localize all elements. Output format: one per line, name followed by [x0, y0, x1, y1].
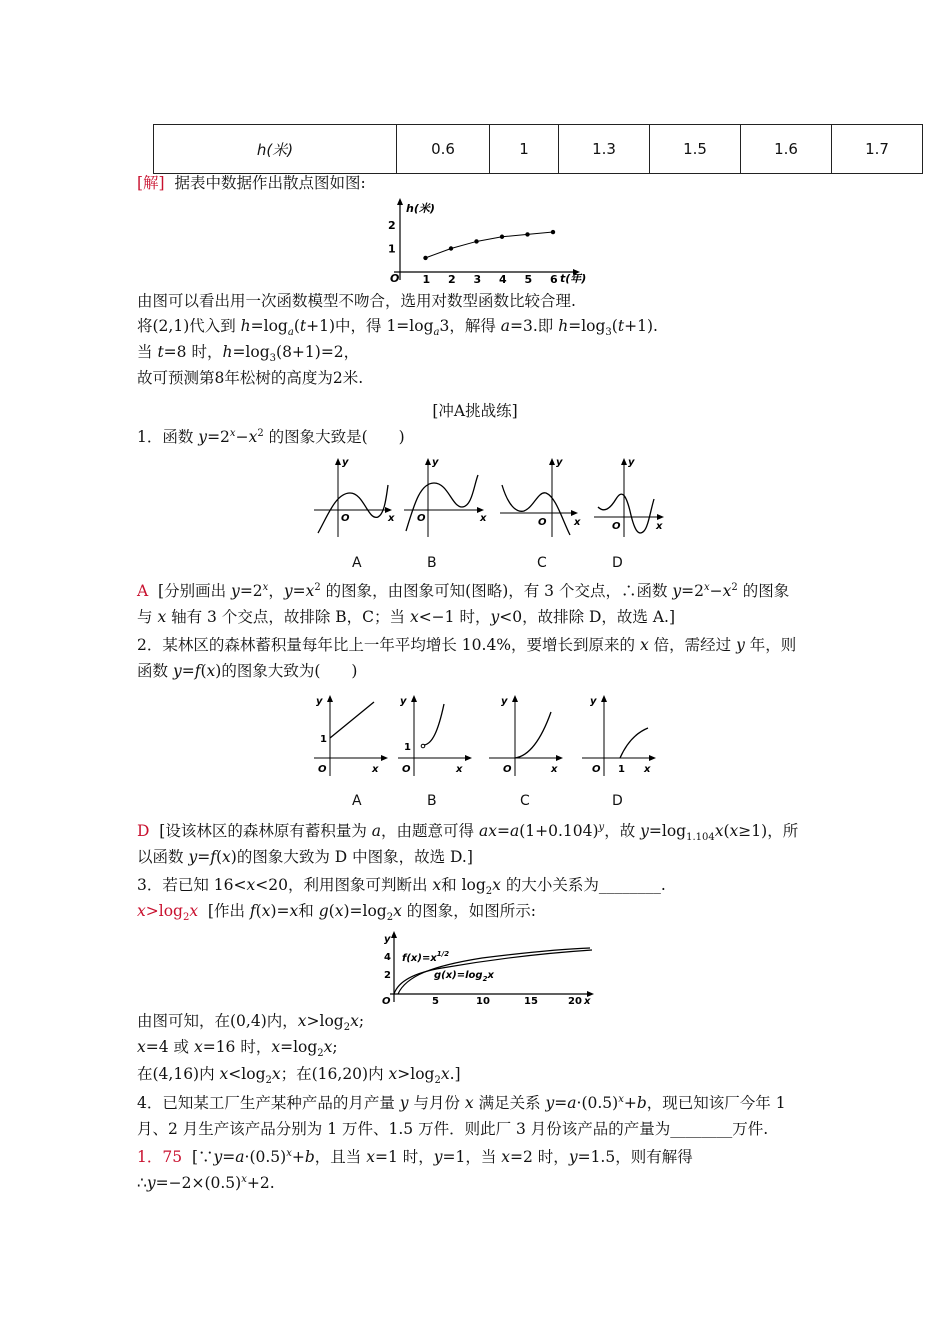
svg-text:x: x	[456, 764, 463, 775]
svg-text:y: y	[556, 457, 563, 468]
q1-graph-d	[590, 455, 670, 540]
q3-line-3: 在(4,16)内 $x<\log_2x$；在(16,20)内 $x>\log_2x$.]	[137, 1065, 461, 1087]
q1-option-b: B	[427, 555, 437, 571]
analysis-4: 故可预测第8年松树的高度为2米.	[137, 369, 364, 387]
svg-text:y: y	[501, 696, 508, 707]
q3-graph	[372, 928, 602, 1004]
intro-text: 据表中数据作出散点图如图:	[174, 174, 366, 192]
y-tick-label: 1	[388, 242, 396, 256]
svg-text:y: y	[400, 696, 407, 707]
g-label: $g(x)=\log_2x$	[434, 970, 494, 983]
trend-line	[426, 232, 554, 258]
q1-explain-2: 与 x 轴有 3 个交点，故排除 B，C；当 x<−1 时，y<0，故排除 D，故选 A.]	[137, 608, 676, 626]
q1-stem: 1．函数 $y=2^x-x^2$ 的图象大致是( )	[137, 427, 405, 446]
q1-option-d: D	[612, 555, 623, 571]
q2-stem-1: 2．某林区的森林蓄积量每年比上一年平均增长 10.4%，要增长到原来的 x 倍，需经过 y 年，则	[137, 636, 797, 654]
x-tick-label: 1	[422, 273, 431, 286]
svg-text:y: y	[316, 696, 323, 707]
q3-line-1: 由图可知，在(0,4)内，$x>\log_2x$;	[137, 1012, 365, 1034]
data-point	[474, 239, 478, 243]
svg-text:O: O	[417, 513, 426, 524]
data-point	[525, 232, 529, 236]
q2-stem-2: 函数 y=f(x)的图象大致为( )	[137, 662, 358, 680]
table-row	[154, 125, 923, 174]
q4-stem-2: 月、2 月生产该产品分别为 1 万件、1.5 万件．则此厂 3 月份该产品的产量为________万件.	[137, 1120, 769, 1138]
y-tick: 2	[384, 970, 391, 981]
x-tick: 10	[476, 996, 490, 1004]
svg-text:y: y	[342, 457, 349, 468]
analysis-3: 当 t=8 时，$h=\log_3(8+1)=2$，	[137, 343, 360, 365]
q1-answer: A	[137, 582, 149, 600]
q1-explain-1: A [分别画出 $y=2^x$，$y=x^2$ 的图象，由图象可知(图略)，有 3 个交点，∴函数 $y=2^x-x^2$ 的图象	[137, 581, 790, 600]
q1-option-a: A	[352, 555, 362, 571]
q4-explain-1: 1．75 [$\because y=a\cdot(0.5)^x+b$，且当 x=1 时，y=1，当 x=2 时，y=1.5，则有解得	[137, 1147, 693, 1166]
table-cell: 1.6	[741, 125, 832, 174]
svg-text:O: O	[341, 513, 350, 524]
table-header: h(米)	[256, 140, 294, 159]
q4-stem-1: 4．已知某工厂生产某种产品的月产量 y 与月份 x 满足关系 $y=a\cdot(0.5)^x+b$，现已知该厂今年 1	[137, 1093, 786, 1112]
svg-text:x: x	[656, 521, 663, 532]
x-tick-label: 4	[499, 273, 507, 286]
table-cell: 1.7	[832, 125, 923, 174]
table-header-cell	[154, 125, 397, 174]
svg-text:O: O	[592, 764, 601, 775]
svg-text:x: x	[480, 513, 487, 524]
y-tick: 4	[384, 952, 391, 963]
origin-label: O	[382, 996, 391, 1004]
svg-text:y: y	[384, 934, 391, 945]
svg-text:x: x	[644, 764, 651, 775]
data-point	[500, 235, 504, 239]
q1-graph-a	[308, 455, 398, 540]
y-axis-label: h(米)	[406, 202, 435, 215]
svg-text:y: y	[590, 696, 597, 707]
svg-text:O: O	[503, 764, 512, 775]
q1-graph-c	[496, 455, 586, 540]
scatter-chart	[380, 196, 590, 286]
solution-intro	[137, 172, 366, 194]
data-table	[153, 124, 923, 174]
section-title: [冲A挑战练]	[432, 402, 518, 420]
x-tick: 15	[524, 996, 538, 1004]
q4-answer: 1．75	[137, 1148, 183, 1166]
svg-text:1: 1	[320, 734, 327, 745]
svg-text:x: x	[551, 764, 558, 775]
q2-graph-d	[578, 690, 668, 780]
y-arrow	[397, 198, 403, 205]
analysis-2: 将(2,1)代入到 $h=\log_a(t+1)$中，得 $1=\log_a3$，解得 a=3.即 $h=\log_3(t+1)$.	[137, 317, 658, 339]
q2-option-a: A	[352, 793, 362, 809]
f-label: $f(x)=x^{1/2}$	[402, 950, 450, 964]
x-tick-label: 5	[524, 273, 533, 286]
q2-explain-2: 以函数 y=f(x)的图象大致为 D 中图象，故选 D.]	[137, 848, 473, 866]
q3-answer: $x>\log_2x$	[137, 902, 199, 924]
table-cell: 1	[490, 125, 559, 174]
table-cell: 1.5	[650, 125, 741, 174]
svg-text:y: y	[432, 457, 439, 468]
svg-text:O: O	[318, 764, 327, 775]
table-cell: 0.6	[397, 125, 490, 174]
q2-option-c: C	[520, 793, 530, 809]
q2-option-d: D	[612, 793, 623, 809]
x-tick-label: 2	[448, 273, 456, 286]
y-tick-label: 2	[388, 219, 396, 232]
analysis-1: 由图可以看出用一次函数模型不吻合，选用对数型函数比较合理.	[137, 292, 576, 310]
svg-text:O: O	[612, 521, 621, 532]
q3-line-2: x=4 或 x=16 时，$x=\log_2x$;	[137, 1038, 338, 1060]
q2-option-b: B	[427, 793, 437, 809]
q3-explain-head: $x>\log_2x$ [作出 f(x)=x和 $g(x)=\log_2x$ 的图象，如图所示:	[137, 902, 536, 924]
x-tick-label: 6	[550, 273, 558, 286]
x-tick-label: 3	[473, 273, 482, 286]
svg-text:x: x	[574, 517, 581, 528]
svg-text:x: x	[388, 513, 395, 524]
q3-stem: 3．若已知 16<x<20，利用图象可判断出 x和 $\log_2x$ 的大小关系为________.	[137, 876, 666, 898]
data-point	[423, 256, 427, 260]
q2-graph-c	[485, 690, 575, 780]
origin-label: O	[390, 272, 400, 285]
table-cell: 1.3	[559, 125, 650, 174]
x-tick: 5	[432, 996, 439, 1004]
q1-option-c: C	[537, 555, 547, 571]
q1-graph-b	[400, 455, 490, 540]
svg-text:1: 1	[618, 764, 625, 775]
solution-tag: [解]	[137, 174, 165, 192]
svg-text:y: y	[628, 457, 635, 468]
q2-graph-a	[308, 690, 398, 780]
q2-answer: D	[137, 822, 150, 840]
svg-text:1: 1	[404, 742, 411, 753]
x-tick: 20	[568, 996, 582, 1004]
svg-text:O: O	[538, 517, 547, 528]
svg-text:x: x	[372, 764, 379, 775]
q2-graph-b	[392, 690, 482, 780]
svg-text:O: O	[402, 764, 411, 775]
data-point	[449, 246, 453, 250]
q4-explain-2: $\therefore y=-2\times(0.5)^x+2$.	[137, 1173, 275, 1192]
q2-explain-1: D [设该林区的森林原有蓄积量为 a，由题意可得 $ax=a(1+0.104)^y$，故 $y=\log_{1.104}x(x\ge 1)$，所	[137, 821, 799, 844]
x-axis-label: t(年)	[560, 272, 587, 285]
svg-text:x: x	[584, 996, 591, 1004]
data-point	[551, 230, 555, 234]
